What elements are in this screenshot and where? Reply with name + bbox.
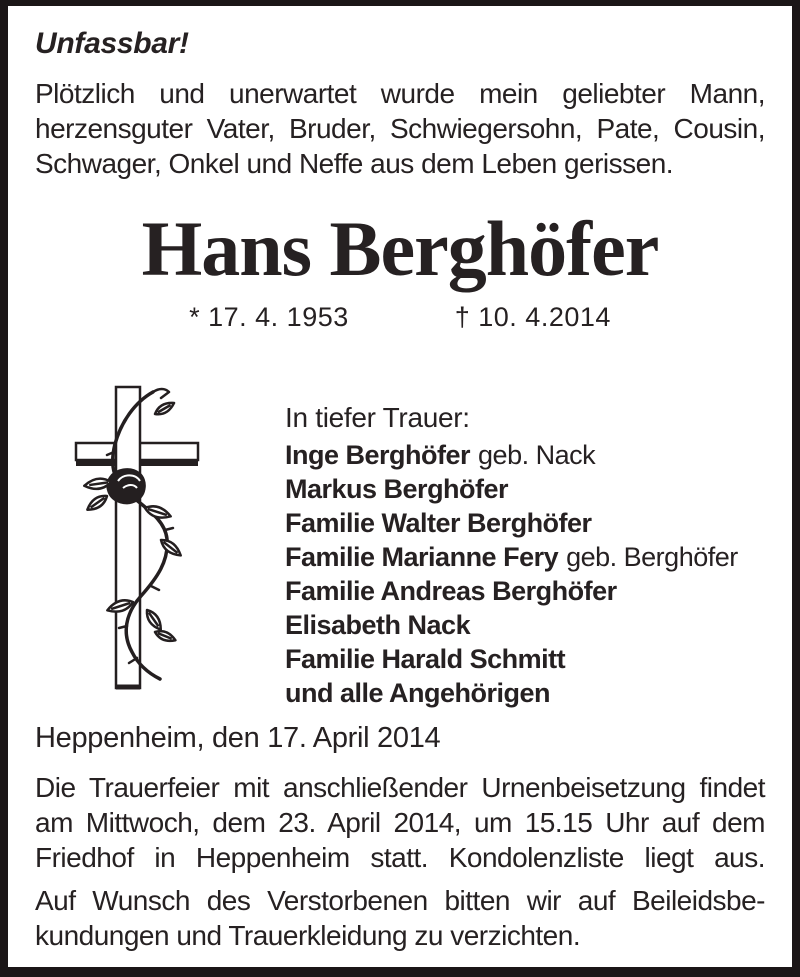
mourner-line — [285, 608, 765, 642]
mourner-line — [285, 472, 765, 506]
deceased-name: Hans Berghöfer — [141, 205, 659, 292]
mourner-line — [285, 676, 765, 710]
intro-word: Unfassbar! — [35, 27, 189, 60]
mourner-name: Familie Harald Schmitt — [285, 644, 566, 674]
mourning-heading: In tiefer Trauer: — [285, 402, 470, 433]
mourners-column — [285, 401, 765, 710]
paragraph-line: herzensguter Vater, Bruder, Schwiegersohn, Pate, Cousin, — [35, 113, 765, 144]
mourner-line — [285, 642, 765, 676]
birth-date: * 17. 4. 1953 — [189, 302, 349, 332]
paragraph-line: Plötzlich und unerwartet wurde mein geliebter Mann, — [35, 78, 765, 109]
cross-with-rose-vine-icon — [65, 382, 205, 697]
paragraph-line: Auf Wunsch des Verstorbenen bitten wir auf Beileidsbe- — [35, 885, 765, 916]
funeral-paragraph — [35, 770, 765, 875]
place-dateline: Heppenheim, den 17. April 2014 — [35, 722, 441, 754]
mourners-list — [285, 438, 765, 710]
mourner-name: Markus Berghöfer — [285, 474, 509, 504]
mourner-line — [285, 438, 765, 472]
mourner-name: und alle Angehörigen — [285, 678, 551, 708]
paragraph-line: Die Trauerfeier mit anschließender Urnenbeisetzung findet — [35, 772, 765, 803]
mourner-name: Familie Walter Berghöfer — [285, 508, 592, 538]
paragraph-line: am Mittwoch, dem 23. April 2014, um 15.15 Uhr auf dem — [35, 807, 765, 838]
mourner-name: Inge Berghöfer — [285, 440, 471, 470]
paragraph-line: Schwager, Onkel und Neffe aus dem Leben gerissen. — [35, 148, 674, 179]
mourner-maiden-name: geb. Nack — [478, 440, 596, 470]
mourner-line — [285, 540, 765, 574]
mourner-name: Elisabeth Nack — [285, 610, 471, 640]
mourner-name: Familie Andreas Berghöfer — [285, 576, 617, 606]
life-dates — [35, 301, 765, 333]
request-paragraph — [35, 883, 765, 953]
paragraph-line: Friedhof in Heppenheim statt. Kondolenzliste liegt aus. — [35, 842, 765, 873]
mourner-line — [285, 506, 765, 540]
opening-paragraph — [35, 76, 765, 181]
mourner-name: Familie Marianne Fery — [285, 542, 559, 572]
mourner-maiden-name: geb. Berghöfer — [566, 542, 738, 572]
mourner-line — [285, 574, 765, 608]
paragraph-line: kundungen und Trauerkleidung zu verzichten. — [35, 920, 581, 951]
death-date: † 10. 4.2014 — [454, 302, 611, 332]
obituary-notice — [8, 6, 792, 967]
